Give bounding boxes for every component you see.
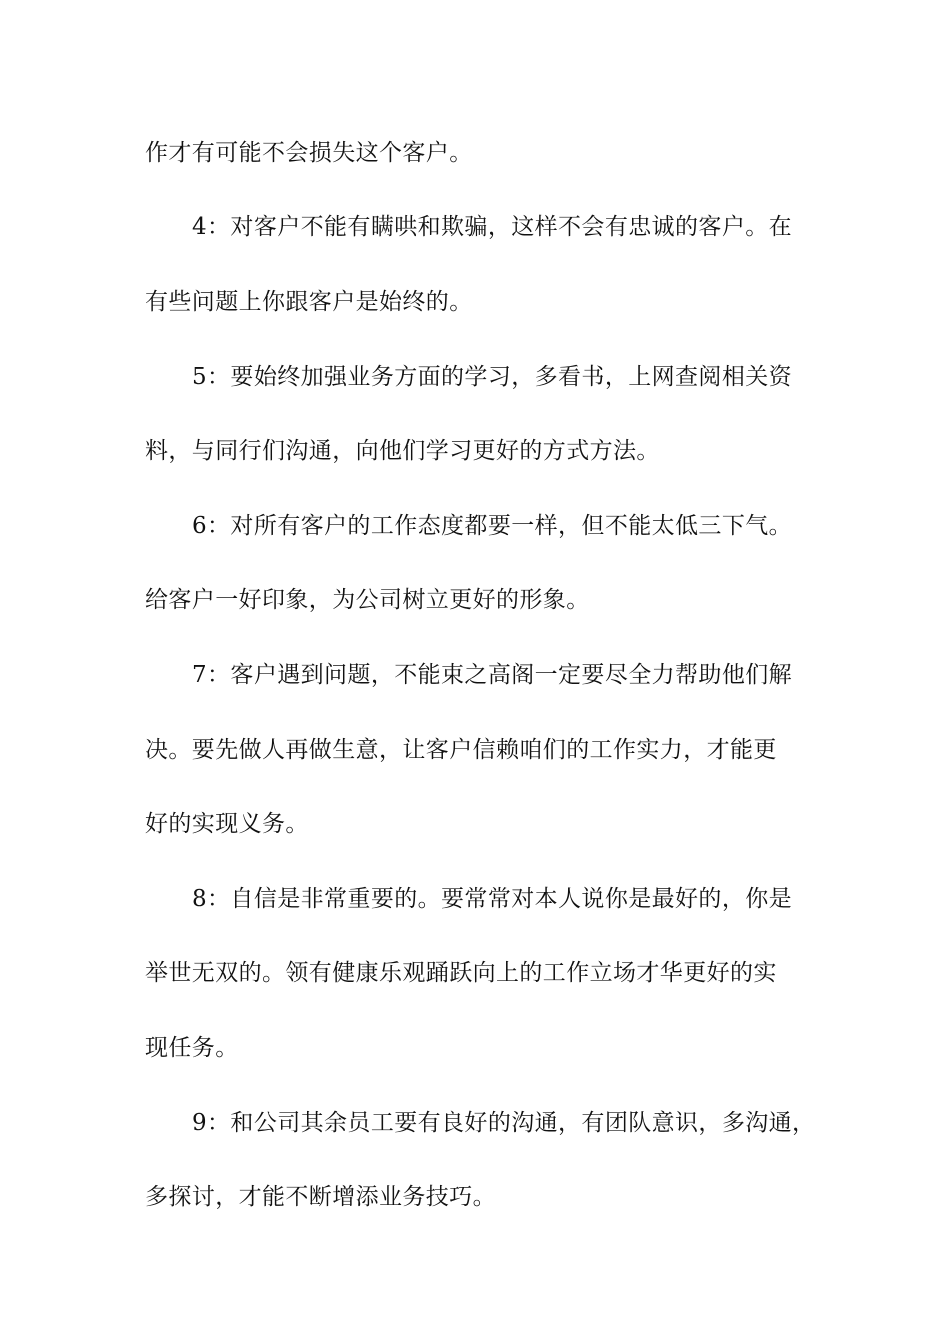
paragraph-8-line-1: 8：自信是非常重要的。要常常对本人说你是最好的，你是 — [192, 886, 793, 912]
paragraph-5-line-1: 5：要始终加强业务方面的学习，多看书，上网查阅相关资 — [192, 364, 793, 390]
paragraph-9-line-2: 多探讨，才能不断增添业务技巧。 — [145, 1184, 496, 1210]
paragraph-7-line-2: 决。要先做人再做生意，让客户信赖咱们的工作实力，才能更 — [145, 737, 777, 763]
paragraph-6-line-1: 6：对所有客户的工作态度都要一样，但不能太低三下气。 — [192, 513, 793, 539]
paragraph-7-line-1: 7：客户遇到问题，不能束之高阁一定要尽全力帮助他们解 — [192, 662, 793, 688]
paragraph-4-line-1: 4：对客户不能有瞒哄和欺骗，这样不会有忠诚的客户。在 — [192, 214, 793, 240]
paragraph-9-line-1: 9：和公司其余员工要有良好的沟通，有团队意识，多沟通， — [192, 1110, 816, 1136]
paragraph-3-continuation: 作才有可能不会损失这个客户。 — [145, 140, 473, 166]
paragraph-5-line-2: 料，与同行们沟通，向他们学习更好的方式方法。 — [145, 438, 660, 464]
paragraph-4-line-2: 有些问题上你跟客户是始终的。 — [145, 289, 473, 315]
paragraph-6-line-2: 给客户一好印象，为公司树立更好的形象。 — [145, 587, 590, 613]
paragraph-7-line-3: 好的实现义务。 — [145, 811, 309, 837]
paragraph-8-line-3: 现任务。 — [145, 1035, 239, 1061]
paragraph-8-line-2: 举世无双的。领有健康乐观踊跃向上的工作立场才华更好的实 — [145, 960, 777, 986]
